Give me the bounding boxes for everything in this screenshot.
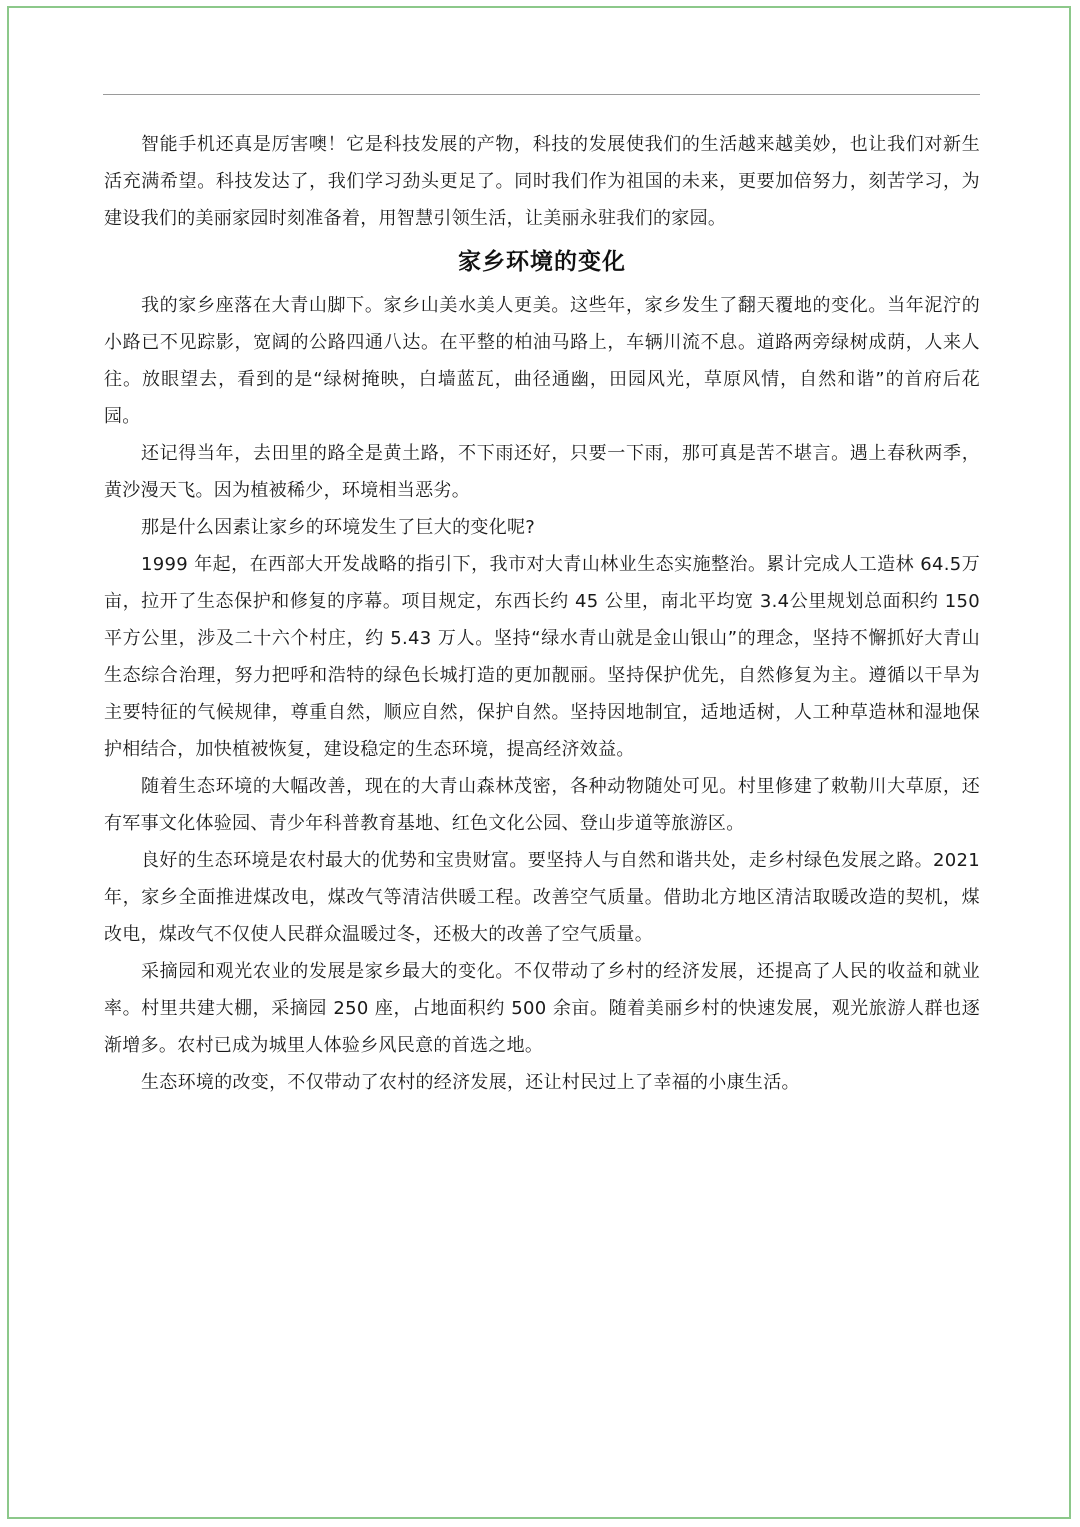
intro-paragraph: 智能手机还真是厉害噢！它是科技发展的产物，科技的发展使我们的生活越来越美妙，也让我们对新生活充满希望。科技发达了，我们学习劲头更足了。同时我们作为祖国的未来，更要加倍努力，刻苦学习，为建设我们的美丽家园时刻准备着，用智慧引领生活，让美丽永驻我们的家园。: [104, 134, 980, 229]
paragraph-2: 还记得当年，去田里的路全是黄土路，不下雨还好，只要一下雨，那可真是苦不堪言。遇上春秋两季，黄沙漫天飞。因为植被稀少，环境相当恶劣。: [104, 443, 980, 501]
paragraph-7: 采摘园和观光农业的发展是家乡最大的变化。不仅带动了乡村的经济发展，还提高了人民的收益和就业率。村里共建大棚，采摘园 250 座，占地面积约 500 余亩。随着美丽乡村的快速发展，观光旅游人群也逐渐增多。农村已成为城里人体验乡风民意的首选之地。: [104, 961, 980, 1056]
paragraph-5: 随着生态环境的大幅改善，现在的大青山森林茂密，各种动物随处可见。村里修建了敕勒川大草原，还有军事文化体验园、青少年科普教育基地、红色文化公园、登山步道等旅游区。: [104, 776, 980, 834]
document-body: [104, 126, 980, 1101]
paragraph-3: 那是什么因素让家乡的环境发生了巨大的变化呢?: [141, 517, 536, 538]
paragraph-1: 我的家乡座落在大青山脚下。家乡山美水美人更美。这些年，家乡发生了翻天覆地的变化。当年泥泞的小路已不见踪影，宽阔的公路四通八达。在平整的柏油马路上，车辆川流不息。道路两旁绿树成荫，人来人往。放眼望去，看到的是“绿树掩映，白墙蓝瓦，曲径通幽，田园风光，草原风情，自然和谐”的首府后花园。: [104, 295, 980, 427]
article-title: 家乡环境的变化: [458, 249, 626, 275]
paragraph-6: 良好的生态环境是农村最大的优势和宝贵财富。要坚持人与自然和谐共处，走乡村绿色发展之路。2021 年，家乡全面推进煤改电，煤改气等清洁供暖工程。改善空气质量。借助北方地区清洁取暖改造的契机，煤改电，煤改气不仅使人民群众温暖过冬，还极大的改善了空气质量。: [104, 850, 980, 945]
paragraph-8: 生态环境的改变，不仅带动了农村的经济发展，还让村民过上了幸福的小康生活。: [141, 1072, 800, 1093]
header-divider: [103, 94, 980, 95]
paragraph-4: 1999 年起，在西部大开发战略的指引下，我市对大青山林业生态实施整治。累计完成人工造林 64.5万亩，拉开了生态保护和修复的序幕。项目规定，东西长约 45 公里，南北平均宽 3.4公里规划总面积约 150 平方公里，涉及二十六个村庄，约 5.43 万人。坚持“绿水青山就是金山银山”的理念，坚持不懈抓好大青山生态综合治理，努力把呼和浩特的绿色长城打造的更加靓丽。坚持保护优先，自然修复为主。遵循以干旱为主要特征的气候规律，尊重自然，顺应自然，保护自然。坚持因地制宜，适地适树，人工种草造林和湿地保护相结合，加快植被恢复，建设稳定的生态环境，提高经济效益。: [104, 554, 980, 760]
